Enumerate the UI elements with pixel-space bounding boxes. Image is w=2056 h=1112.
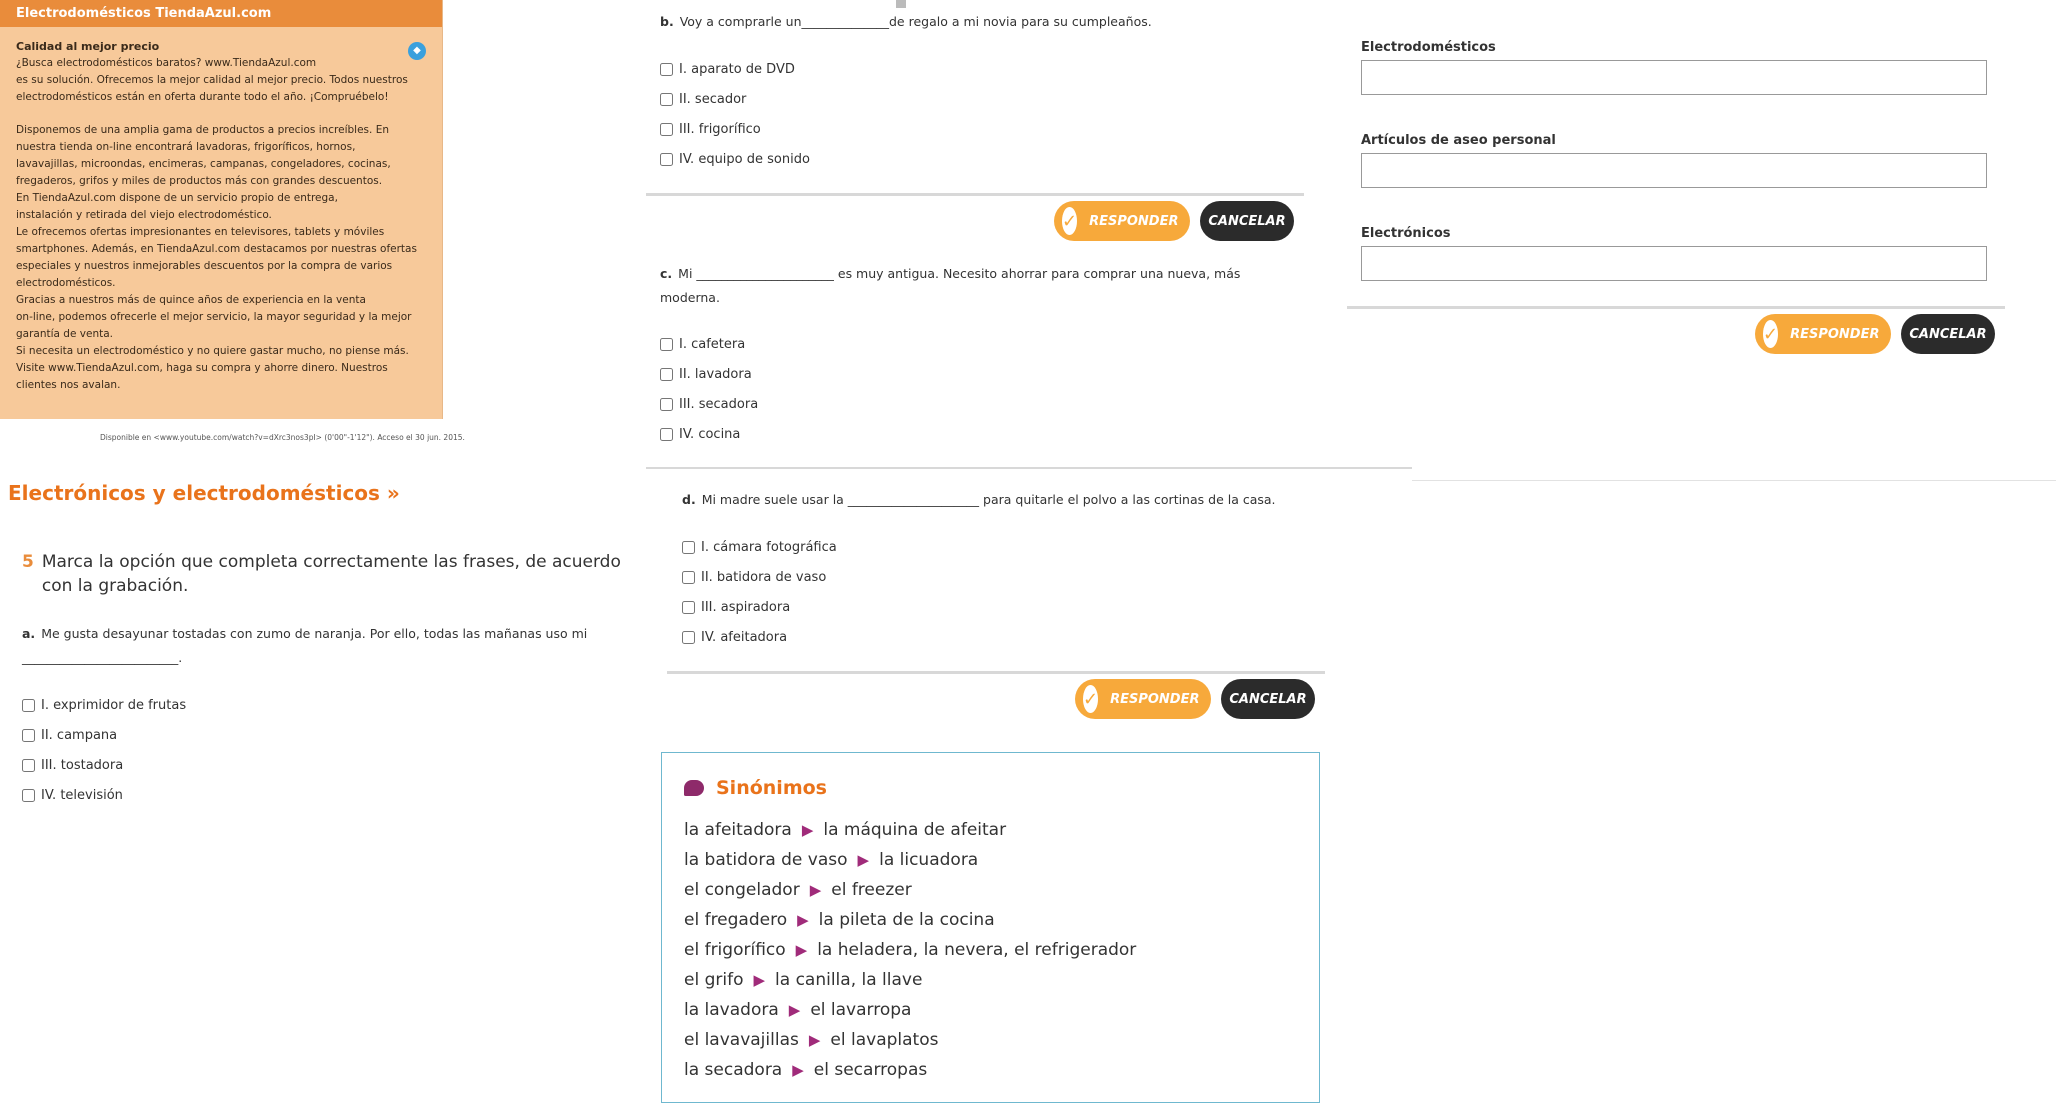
exercise-instruction	[22, 550, 652, 598]
question-letter: a.	[22, 626, 36, 641]
synonym-term: el fregadero	[684, 910, 788, 930]
respond-button[interactable]	[1075, 679, 1211, 719]
button-bar-b	[646, 193, 1304, 248]
option[interactable]	[660, 59, 810, 79]
ad-line: es su solución. Ofrecemos la mejor calidad al mejor precio. Todos nuestros	[16, 74, 408, 86]
arrow-right-icon: ▶	[797, 911, 809, 929]
synonym-term: el frigorífico	[684, 940, 786, 960]
option-label: IV. televisión	[41, 787, 123, 803]
ad-line: Si necesita un electrodoméstico y no quiere gastar mucho, no piense más.	[16, 345, 409, 357]
option-checkbox[interactable]	[660, 428, 673, 441]
option[interactable]	[660, 149, 810, 169]
ad-line: smartphones. Además, en TiendaAzul.com destacamos por nuestras ofertas	[16, 243, 417, 255]
option-checkbox[interactable]	[660, 153, 673, 166]
option[interactable]	[660, 394, 758, 414]
cancel-label: CANCELAR	[1229, 691, 1307, 707]
option-checkbox[interactable]	[660, 338, 673, 351]
option-checkbox[interactable]	[660, 93, 673, 106]
arrow-right-icon: ▶	[788, 1001, 801, 1019]
option-checkbox[interactable]	[660, 398, 673, 411]
option[interactable]	[660, 119, 810, 139]
cancel-button[interactable]	[1221, 679, 1315, 719]
option-label: II. campana	[41, 727, 118, 743]
synonym-row	[684, 935, 1136, 965]
ad-line: electrodomésticos están en oferta durante todo el año. ¡Compruébelo!	[16, 91, 389, 103]
respond-button[interactable]	[1054, 201, 1190, 241]
ad-box	[0, 0, 443, 419]
speech-bubble-icon	[684, 780, 704, 796]
synonym-row	[684, 875, 1136, 905]
section-heading-link[interactable]: Electrónicos y electrodomésticos »	[8, 481, 400, 505]
synonym-term: la lavadora	[684, 1000, 779, 1020]
question-b	[660, 10, 1310, 34]
ad-line: electrodomésticos.	[16, 277, 116, 289]
option[interactable]	[682, 597, 837, 617]
cancel-label: CANCELAR	[1208, 213, 1286, 229]
arrow-right-icon: ▶	[857, 851, 870, 869]
ad-title: Calidad al mejor precio	[16, 40, 160, 53]
synonym-term: la secadora	[684, 1060, 783, 1080]
synonym-row	[684, 1025, 1136, 1055]
synonym-row	[684, 995, 1136, 1025]
option-label: I. exprimidor de frutas	[41, 697, 187, 713]
question-text: Voy a comprarle un______________de regalo a mi novia para su cumpleaños.	[679, 14, 1152, 29]
synonym-equivalent: la licuadora	[879, 850, 979, 870]
arrow-right-icon: ▶	[795, 941, 808, 959]
option-checkbox[interactable]	[660, 63, 673, 76]
option-checkbox[interactable]	[22, 759, 35, 772]
options-d	[682, 537, 837, 647]
question-a	[22, 622, 662, 670]
option-label: I. aparato de DVD	[679, 61, 795, 77]
option-checkbox[interactable]	[682, 631, 695, 644]
option[interactable]	[22, 755, 186, 775]
options-a	[22, 695, 186, 805]
synonym-row	[684, 905, 1136, 935]
ad-line: fregaderos, grifos y miles de productos más con grandes descuentos.	[16, 175, 383, 187]
synonym-term: la afeitadora	[684, 820, 792, 840]
synonyms-title-text: Sinónimos	[716, 777, 827, 799]
synonyms-box	[661, 752, 1320, 1103]
synonym-equivalent: el secarropas	[813, 1060, 928, 1080]
option[interactable]	[660, 364, 758, 384]
question-text: Me gusta desayunar tostadas con zumo de naranja. Por ello, todas las mañanas uso mi	[41, 626, 588, 641]
scroll-marker	[896, 0, 906, 8]
synonym-equivalent: el lavaplatos	[830, 1030, 939, 1050]
option[interactable]	[22, 785, 186, 805]
synonym-term: el grifo	[684, 970, 744, 990]
option-label: III. tostadora	[41, 757, 124, 773]
option-label: III. aspiradora	[701, 599, 791, 615]
synonym-equivalent: la pileta de la cocina	[818, 910, 995, 930]
option-checkbox[interactable]	[682, 541, 695, 554]
ad-line: on-line, podemos ofrecerle el mejor servicio, la mayor seguridad y la mejor	[16, 311, 412, 323]
exercise-number: 5	[22, 552, 34, 572]
question-text: Mi madre suele usar la _____________________ para quitarle el polvo a las cortinas de la casa.	[701, 492, 1276, 507]
option-label: IV. equipo de sonido	[679, 151, 810, 167]
arrow-right-icon: ▶	[809, 881, 822, 899]
synonym-row	[684, 815, 1136, 845]
question-letter: b.	[660, 14, 674, 29]
toiletries-input[interactable]	[1361, 153, 1987, 188]
option-checkbox[interactable]	[682, 601, 695, 614]
ad-line: nuestra tienda on-line encontrará lavadoras, frigoríficos, hornos,	[16, 141, 356, 153]
arrow-right-icon: ▶	[792, 1061, 804, 1079]
electronics-input[interactable]	[1361, 246, 1987, 281]
option-label: II. lavadora	[679, 366, 752, 382]
option-label: III. frigorífico	[679, 121, 761, 137]
ad-line: Le ofrecemos ofertas impresionantes en televisores, tablets y móviles	[16, 226, 385, 238]
option-label: I. cámara fotográfica	[701, 539, 837, 555]
exercise-instruction-text: Marca la opción que completa correctamente las frases, de acuerdo con la grabación.	[41, 552, 621, 596]
synonym-term: la batidora de vaso	[684, 850, 848, 870]
field-label-electronics: Electrónicos	[1361, 226, 1451, 241]
cancel-button[interactable]	[1200, 201, 1294, 241]
option-checkbox[interactable]	[682, 571, 695, 584]
button-bar-d	[667, 671, 1325, 726]
option-checkbox[interactable]	[22, 789, 35, 802]
synonym-equivalent: la máquina de afeitar	[823, 820, 1007, 840]
synonym-equivalent: el freezer	[831, 880, 912, 900]
button-bar-form	[1347, 306, 2005, 361]
question-letter: d.	[682, 492, 696, 507]
divider	[646, 467, 1412, 469]
ad-line: En TiendaAzul.com dispone de un servicio propio de entrega,	[16, 192, 338, 204]
option[interactable]	[22, 695, 186, 715]
option[interactable]	[660, 89, 810, 109]
arrow-right-icon: ▶	[801, 821, 814, 839]
option-label: I. cafetera	[679, 336, 746, 352]
ad-line: garantía de venta.	[16, 328, 113, 340]
option[interactable]	[660, 424, 758, 444]
ad-line: Disponemos de una amplia gama de productos a precios increíbles. En	[16, 124, 389, 136]
field-label-appliances: Electrodomésticos	[1361, 40, 1496, 55]
synonym-term: el congelador	[684, 880, 800, 900]
respond-button[interactable]	[1755, 314, 1891, 354]
option-label: IV. afeitadora	[701, 629, 788, 645]
option[interactable]	[682, 627, 837, 647]
ad-line: especiales y nuestros inmejorables descuentos por la compra de varios	[16, 260, 393, 272]
synonym-equivalent: el lavarropa	[810, 1000, 912, 1020]
ad-header: Electrodomésticos TiendaAzul.com	[0, 0, 442, 27]
ad-line: instalación y retirada del viejo electrodoméstico.	[16, 209, 272, 221]
synonyms-list	[684, 815, 1136, 1085]
synonym-term: el lavavajillas	[684, 1030, 799, 1050]
check-icon: ✓	[1763, 320, 1778, 348]
check-icon: ✓	[1062, 207, 1077, 235]
options-c	[660, 334, 758, 444]
option-checkbox[interactable]	[660, 123, 673, 136]
cancel-label: CANCELAR	[1909, 326, 1987, 342]
option-label: III. secadora	[679, 396, 759, 412]
divider	[1412, 480, 2056, 481]
options-b	[660, 59, 810, 169]
option-checkbox[interactable]	[22, 699, 35, 712]
option[interactable]	[660, 334, 758, 354]
arrow-right-icon: ▶	[808, 1031, 821, 1049]
field-label-toiletries: Artículos de aseo personal	[1361, 133, 1556, 148]
option-checkbox[interactable]	[22, 729, 35, 742]
option-label: II. secador	[679, 91, 747, 107]
synonym-row	[684, 965, 1136, 995]
respond-label: RESPONDER	[1089, 213, 1179, 229]
option-label: IV. cocina	[679, 426, 741, 442]
ad-line: clientes nos avalan.	[16, 379, 121, 391]
synonym-row	[684, 1055, 1136, 1085]
cancel-button[interactable]	[1901, 314, 1995, 354]
question-text: Mi ______________________ es muy antigua. Necesito ahorrar para comprar una nueva, más moderna.	[660, 266, 1241, 305]
question-c	[660, 262, 1300, 310]
ad-line: ¿Busca electrodomésticos baratos? www.TiendaAzul.com	[16, 57, 317, 69]
question-letter: c.	[660, 266, 673, 281]
option[interactable]	[22, 725, 186, 745]
option-label: II. batidora de vaso	[701, 569, 827, 585]
option[interactable]	[682, 567, 837, 587]
ad-line: lavavajillas, microondas, encimeras, campanas, congeladores, cocinas,	[16, 158, 391, 170]
respond-label: RESPONDER	[1790, 326, 1880, 342]
respond-label: RESPONDER	[1110, 691, 1200, 707]
question-d	[682, 488, 1322, 512]
eye-icon: ◆	[408, 42, 426, 60]
option[interactable]	[682, 537, 837, 557]
synonym-row	[684, 845, 1136, 875]
synonym-equivalent: la heladera, la nevera, el refrigerador	[817, 940, 1137, 960]
arrow-right-icon: ▶	[753, 971, 766, 989]
ad-line: Visite www.TiendaAzul.com, haga su compra y ahorre dinero. Nuestros	[16, 362, 388, 374]
ad-source-note: Disponible en <www.youtube.com/watch?v=dXrc3nos3pI> (0'00"-1'12"). Acceso el 30 jun. 2015.	[100, 433, 465, 442]
question-blank: _________________________.	[22, 650, 183, 665]
appliances-input[interactable]	[1361, 60, 1987, 95]
ad-line: Gracias a nuestros más de quince años de experiencia en la venta	[16, 294, 366, 306]
synonym-equivalent: la canilla, la llave	[775, 970, 923, 990]
option-checkbox[interactable]	[660, 368, 673, 381]
synonyms-title	[684, 777, 827, 799]
check-icon: ✓	[1083, 685, 1098, 713]
